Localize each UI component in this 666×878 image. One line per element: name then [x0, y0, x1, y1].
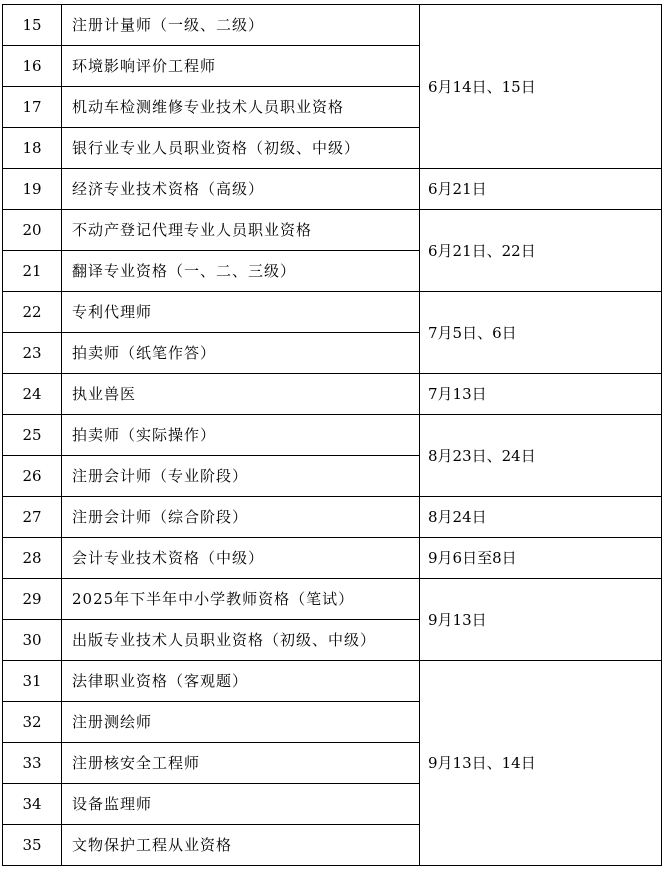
exam-name: 文物保护工程从业资格: [62, 825, 420, 866]
exam-name: 注册核安全工程师: [62, 743, 420, 784]
exam-name: 执业兽医: [62, 374, 420, 415]
row-number: 32: [3, 702, 62, 743]
table-row: [3, 415, 662, 456]
table-row: [3, 169, 662, 210]
exam-name: 翻译专业资格（一、二、三级）: [62, 251, 420, 292]
exam-name: 注册计量师（一级、二级）: [62, 5, 420, 46]
exam-name: 设备监理师: [62, 784, 420, 825]
row-number: 35: [3, 825, 62, 866]
exam-date: 9月6日至8日: [420, 538, 662, 579]
row-number: 20: [3, 210, 62, 251]
exam-date: 8月24日: [420, 497, 662, 538]
exam-date: 8月23日、24日: [420, 415, 662, 497]
row-number: 19: [3, 169, 62, 210]
exam-name: 注册会计师（专业阶段）: [62, 456, 420, 497]
exam-name: 法律职业资格（客观题）: [62, 661, 420, 702]
exam-date: 9月13日、14日: [420, 661, 662, 866]
exam-date: 7月5日、6日: [420, 292, 662, 374]
row-number: 21: [3, 251, 62, 292]
row-number: 17: [3, 87, 62, 128]
row-number: 28: [3, 538, 62, 579]
table-row: [3, 210, 662, 251]
exam-name: 出版专业技术人员职业资格（初级、中级）: [62, 620, 420, 661]
row-number: 22: [3, 292, 62, 333]
exam-name: 拍卖师（纸笔作答）: [62, 333, 420, 374]
exam-name: 注册会计师（综合阶段）: [62, 497, 420, 538]
exam-date: 9月13日: [420, 579, 662, 661]
row-number: 16: [3, 46, 62, 87]
row-number: 15: [3, 5, 62, 46]
row-number: 31: [3, 661, 62, 702]
row-number: 34: [3, 784, 62, 825]
exam-name: 注册测绘师: [62, 702, 420, 743]
exam-name: 不动产登记代理专业人员职业资格: [62, 210, 420, 251]
exam-date: 6月21日: [420, 169, 662, 210]
exam-name: 环境影响评价工程师: [62, 46, 420, 87]
row-number: 33: [3, 743, 62, 784]
table-row: [3, 292, 662, 333]
row-number: 29: [3, 579, 62, 620]
exam-schedule-table: [2, 4, 662, 866]
exam-date: 7月13日: [420, 374, 662, 415]
table-row: [3, 374, 662, 415]
row-number: 25: [3, 415, 62, 456]
table-row: [3, 497, 662, 538]
row-number: 23: [3, 333, 62, 374]
table-row: [3, 579, 662, 620]
exam-name: 2025年下半年中小学教师资格（笔试）: [62, 579, 420, 620]
table-row: [3, 538, 662, 579]
row-number: 26: [3, 456, 62, 497]
exam-name: 会计专业技术资格（中级）: [62, 538, 420, 579]
exam-date: 6月21日、22日: [420, 210, 662, 292]
exam-date: 6月14日、15日: [420, 5, 662, 169]
row-number: 18: [3, 128, 62, 169]
exam-name: 机动车检测维修专业技术人员职业资格: [62, 87, 420, 128]
table-row: [3, 661, 662, 702]
exam-name: 经济专业技术资格（高级）: [62, 169, 420, 210]
row-number: 24: [3, 374, 62, 415]
exam-name: 银行业专业人员职业资格（初级、中级）: [62, 128, 420, 169]
table-row: [3, 5, 662, 46]
exam-name: 拍卖师（实际操作）: [62, 415, 420, 456]
row-number: 30: [3, 620, 62, 661]
row-number: 27: [3, 497, 62, 538]
exam-name: 专利代理师: [62, 292, 420, 333]
